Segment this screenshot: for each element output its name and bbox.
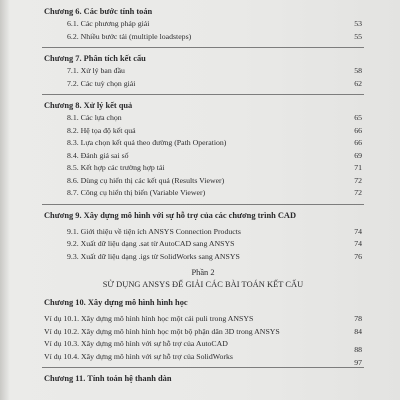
- toc-entry: [44, 226, 362, 239]
- entry-page: 74: [354, 226, 362, 236]
- entry-page: 65: [354, 113, 362, 122]
- toc-entry: [44, 150, 362, 163]
- entry-page: 66: [354, 138, 362, 147]
- chapter-9-title: Chương 9. Xây dựng mô hình với sự hỗ trợ của các chương trình CAD: [44, 210, 297, 220]
- entry-page: 74: [354, 239, 362, 248]
- entry-page: 78: [354, 314, 362, 323]
- toc-entry: [44, 238, 362, 251]
- entry-label: 6.2. Nhiều bước tải (multiple loadsteps): [67, 31, 192, 41]
- entry-label: 8.4. Đánh giá sai số: [67, 150, 129, 160]
- entry-page: 55: [354, 31, 362, 41]
- entry-label: 7.2. Các tuỳ chọn giải: [67, 78, 136, 88]
- toc-entry: [44, 338, 362, 354]
- toc-entry: [44, 65, 362, 78]
- toc-entry: [44, 351, 362, 367]
- entry-label: Ví dụ 10.1. Xây dựng mô hình hình học một cái puli trong ANSYS: [44, 314, 254, 323]
- table-of-contents: [44, 6, 362, 385]
- chapter-7-title: Chương 7. Phân tích kết cấu: [44, 54, 146, 63]
- divider: [42, 367, 364, 368]
- entry-page: 53: [354, 19, 362, 28]
- entry-label: 8.6. Dùng cụ hiển thị các kết quả (Results Viewer): [67, 175, 225, 185]
- chapter-10-title: Chương 10. Xây dựng mô hình hình học: [44, 298, 188, 307]
- entry-page: 84: [354, 326, 362, 336]
- entry-page: 72: [354, 188, 362, 197]
- divider: [42, 94, 364, 95]
- toc-entry: [44, 313, 362, 326]
- entry-label: Ví dụ 10.3. Xây dựng mô hình với sự hỗ trợ của AutoCAD: [44, 339, 228, 348]
- entry-label: 8.3. Lựa chọn kết quả theo đường (Path Operation): [67, 138, 227, 147]
- entry-page: 71: [354, 163, 362, 172]
- divider: [42, 47, 364, 48]
- entry-page: 76: [354, 251, 362, 261]
- chapter-8-title: Chương 8. Xử lý kết quả: [44, 101, 133, 110]
- toc-entry: [44, 175, 362, 188]
- entry-label: 7.1. Xử lý ban đầu: [67, 66, 125, 75]
- entry-label: 6.1. Các phương pháp giải: [67, 19, 150, 28]
- toc-entry: [44, 78, 362, 91]
- entry-label: Ví dụ 10.2. Xây dựng mô hình hình học một bộ phận dân 3D trong ANSYS: [44, 326, 280, 336]
- part-subtitle: SỬ DỤNG ANSYS ĐỂ GIẢI CÁC BÀI TOÁN KẾT CẤU: [102, 280, 304, 289]
- toc-entry: [44, 137, 362, 150]
- entry-label: 8.7. Công cụ hiển thị biến (Variable Viewer): [67, 188, 206, 197]
- entry-label: 8.1. Các lựa chọn: [67, 113, 122, 122]
- entry-label: 9.1. Giới thiệu về tiện ích ANSYS Connection Products: [67, 226, 241, 236]
- toc-entry: [44, 251, 362, 264]
- entry-label: 9.3. Xuất dữ liệu dạng .igs từ SolidWorks sang ANSYS: [67, 251, 240, 261]
- entry-label: 8.5. Kết hợp các trường hợp tải: [67, 163, 165, 172]
- entry-page: 69: [354, 150, 362, 160]
- toc-entry: [44, 112, 362, 125]
- entry-page: 72: [354, 175, 362, 185]
- entry-page: 88: [354, 345, 362, 354]
- entry-label: 9.2. Xuất dữ liệu dạng .sat từ AutoCAD sang ANSYS: [67, 239, 235, 248]
- chapter-6-title: Chương 6. Các bước tính toán: [44, 7, 153, 16]
- toc-entry: [44, 326, 362, 339]
- part-heading: Phần 2: [191, 268, 215, 277]
- toc-entry: [44, 125, 362, 138]
- toc-entry: [44, 18, 362, 31]
- entry-page: 58: [354, 66, 362, 75]
- toc-entry: [44, 187, 362, 200]
- toc-entry: [44, 31, 362, 44]
- entry-page: 97: [354, 357, 362, 367]
- entry-page: 62: [354, 78, 362, 88]
- toc-entry: [44, 162, 362, 175]
- divider: [42, 204, 364, 205]
- chapter-11-title: Chương 11. Tính toán hệ thanh dàn: [44, 374, 172, 383]
- entry-page: 66: [354, 125, 362, 135]
- entry-label: Ví dụ 10.4. Xây dựng mô hình với sự hỗ trợ của SolidWorks: [44, 351, 233, 361]
- entry-label: 8.2. Hệ tọa độ kết quả: [67, 125, 136, 135]
